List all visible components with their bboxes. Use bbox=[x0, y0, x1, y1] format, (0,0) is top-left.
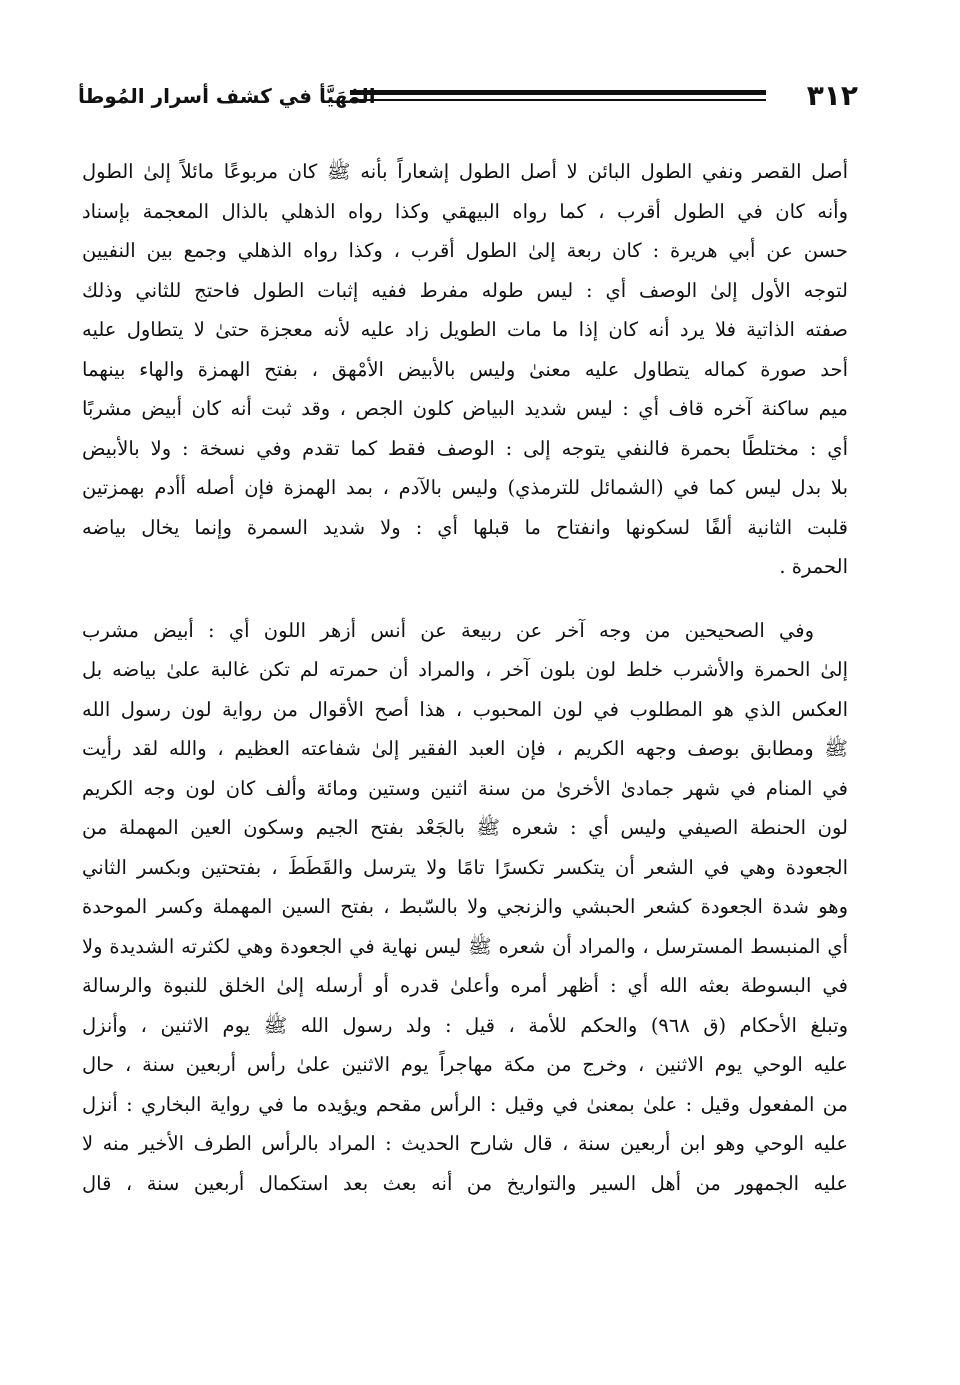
text-line: أي : مختلطًا بحمرة فالنفي يتوجه إلى : الوصف فقط كما تقدم وفي نسخة : ولا بالأبيض bbox=[82, 436, 848, 460]
text-line: وفي الصحيحين من وجه آخر عن ربيعة عن أنس أزهر اللون أي : أبيض مشرب bbox=[82, 618, 814, 642]
paragraph-2 bbox=[82, 611, 848, 1204]
text-line: إلىٰ الحمرة والأشرب خلط لون بلون آخر ، والمراد أن حمرته لم تكن غالبة علىٰ بياضه بل bbox=[82, 658, 848, 681]
text-line: حسن عن أبي هريرة : كان ربعة إلىٰ الطول أقرب ، وكذا رواه الذهلي وجمع بين النفيين bbox=[82, 239, 848, 262]
paragraph-gap bbox=[82, 587, 848, 611]
text-line: العكس الذي هو المطلوب في لون المحبوب ، هذا أصح الأقوال من رواية لون رسول الله bbox=[82, 697, 848, 721]
text-line: الحمرة . bbox=[779, 555, 848, 578]
page-header bbox=[78, 76, 858, 120]
text-line: في المنام في شهر جمادىٰ الأخرىٰ من سنة اثنين وستين ومائة وألف كان لون وجه الكريم bbox=[82, 776, 848, 800]
text-line: من المفعول وقيل : علىٰ بمعنىٰ في وقيل : الرأس مقحم ويؤيده ما في رواية البخاري : أنزل bbox=[82, 1092, 848, 1116]
text-line: بلا بدل ليس كما في (الشمائل للترمذي) وليس بالآدم ، بمد الهمزة فإن أصله أأدم بهمزتين bbox=[82, 476, 848, 499]
text-line: وأنه كان في الطول أقرب ، كما رواه البيهقي وكذا رواه الذهلي بالذال المعجمة بإسناد bbox=[82, 199, 848, 223]
header-double-rule bbox=[350, 90, 766, 104]
text-line: الجعودة وهي في الشعر أن يتكسر تكسرًا تامًا ولا يترسل والقَطَطَ ، بفتحتين وبكسر الثاني bbox=[82, 855, 848, 879]
text-line: وتبلغ الأحكام (ق ٩٦٨) والحكم للأمة ، قيل : ولد رسول الله ﷺ يوم الاثنين ، وأنزل bbox=[82, 1013, 848, 1037]
paragraph-1 bbox=[82, 152, 848, 587]
page-number: ٣١٢ bbox=[806, 79, 858, 112]
header-rule-thick bbox=[350, 90, 766, 95]
text-line: أصل القصر ونفي الطول البائن لا أصل الطول إشعاراً بأنه ﷺ كان مربوعًا مائلاً إلىٰ الطول bbox=[82, 160, 848, 183]
text-line: ﷺ ومطابق بوصف وجهه الكريم ، فإن العبد الفقير إلىٰ شفاعته العظيم ، والله لقد رأيت bbox=[82, 737, 848, 760]
text-line: أي المنبسط المسترسل ، والمراد أن شعره ﷺ ليس نهاية في الجعودة وهي لكثرته الشديدة ولا bbox=[82, 934, 848, 958]
body-text bbox=[82, 152, 848, 1203]
text-line: في البسوطة بعثه الله أي : أظهر أمره وأعلىٰ قدره أو أرسله إلىٰ الخلق للنبوة والرسالة bbox=[82, 974, 848, 997]
text-line: عليه الوحي يوم الاثنين ، وخرج من مكة مهاجراً يوم الاثنين علىٰ رأس أربعين سنة ، حال bbox=[82, 1053, 848, 1076]
text-line: وهو شدة الجعودة كشعر الحبشي والزنجي ولا بالسّبط ، بفتح السين المهملة وكسر الموحدة bbox=[82, 895, 848, 918]
book-title: المُهَيَّأ في كشف أسرار المُوطأ bbox=[78, 84, 376, 108]
text-line: قلبت الثانية ألفًا لسكونها وانفتاح ما قبلها أي : ولا شديد السمرة وإنما يخال بياضه bbox=[82, 515, 848, 539]
text-line: عليه الجمهور من أهل السير والتواريخ من أنه بعث بعد استكمال أربعين سنة ، قال bbox=[82, 1171, 848, 1195]
text-line: أحد صورة كماله يتطاول عليه معنىٰ وليس بالأبيض الأمْهق ، بفتح الهمزة والهاء بينهما bbox=[82, 357, 848, 381]
text-line: عليه الوحي وهو ابن أربعين سنة ، قال شارح الحديث : المراد بالرأس الطرف الأخير منه لا bbox=[82, 1132, 848, 1155]
text-line: لون الحنطة الصيفي وليس أي : شعره ﷺ بالجَعْد بفتح الجيم وسكون العين المهملة من bbox=[82, 816, 848, 839]
text-line: صفته الذاتية فلا يرد أنه كان إذا ما مات الطويل زاد عليه لأنه معجزة حتىٰ لا يتطاول عليه bbox=[82, 318, 848, 341]
text-line: لتوجه الأول إلىٰ الوصف أي : ليس طوله مفرط ففيه إثبات الطول فاحتج للثاني وذلك bbox=[82, 278, 848, 302]
text-line: ميم ساكنة آخره قاف أي : ليس شديد البياض كلون الجص ، وقد ثبت أنه كان أبيض مشربًا bbox=[82, 397, 848, 420]
header-rule-thin bbox=[350, 99, 766, 101]
